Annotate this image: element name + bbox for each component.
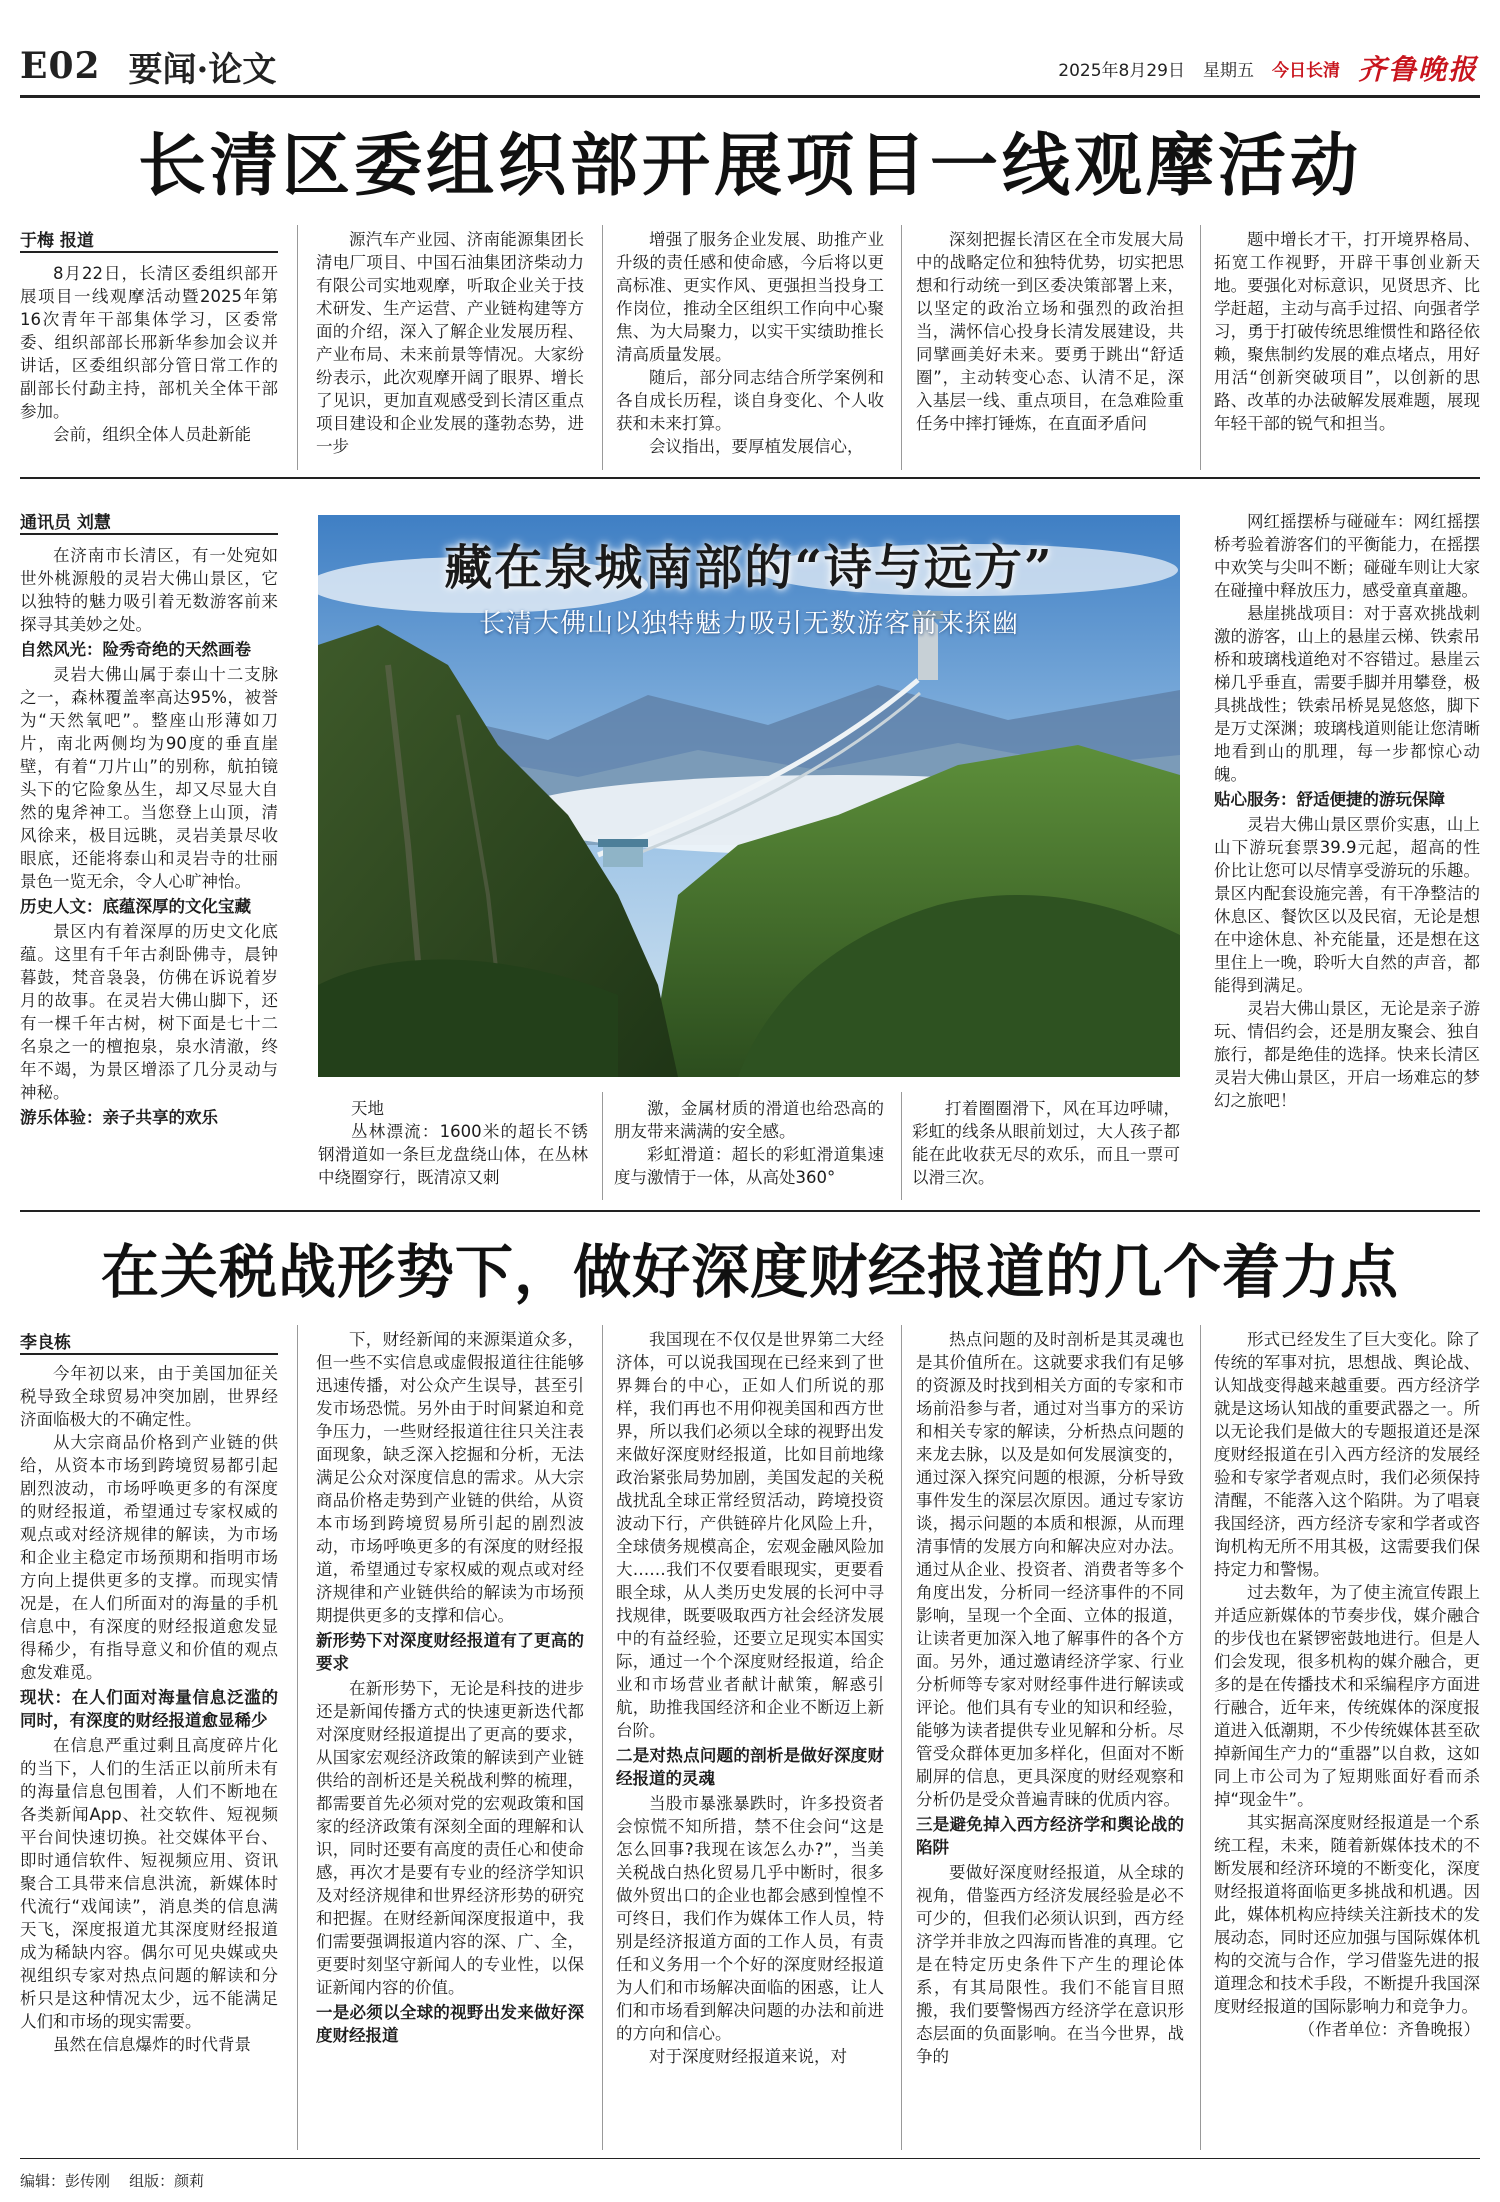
column-divider <box>901 1092 902 1200</box>
section-rule <box>20 477 1480 479</box>
edition-label: 今日长清 <box>1271 60 1340 81</box>
subheading: 现状：在人们面对海量信息泛滥的同时，有深度的财经报道愈显稀少 <box>20 1688 278 1730</box>
article2-bottom-column-3 <box>912 1097 1180 1189</box>
article1-column-5 <box>1214 228 1480 435</box>
article1-column-3 <box>616 228 884 458</box>
column-divider <box>602 1325 603 2150</box>
paragraph: 从大宗商品价格到产业链的供给，从资本市场到跨境贸易都引起剧烈波动，市场呼唤更多的有深度的财经报道，希望通过专家权威的观点或对经济规律的解读，为市场和企业主稳定市场预期和指明市场方向上提供更多的支撑。而现实情况是，在人们所面对的海量的手机信息中，有深度的财经报道愈发显得稀少，有指导意义和价值的观点愈发难觅。 <box>20 1433 278 1682</box>
subheading: 二是对热点问题的剖析是做好深度财经报道的灵魂 <box>616 1746 884 1788</box>
article3-headline: 在关税战形势下，做好深度财经报道的几个着力点 <box>100 1238 1399 1306</box>
article2-right-column <box>1214 510 1480 1112</box>
paragraph: 会议指出，要厚植发展信心， <box>649 437 864 456</box>
paragraph: 对于深度财经报道来说，对 <box>649 2047 847 2066</box>
paragraph: 当股市暴涨暴跌时，许多投资者会惊慌不知所措，禁不住会问“这是怎么回事?我现在该怎么办?”，当美关税战白热化贸易几乎中断时，很多做外贸出口的企业也都会感到惶惶不可终日，我们作为媒体工作人员，特别是经济报道方面的工作人员，有责任和义务用一个个好的深度财经报道为人们和市场解决面临的困惑，让人们和市场看到解决问题的办法和前进的方向和信心。 <box>616 1794 884 2043</box>
paragraph: 形式已经发生了巨大变化。除了传统的军事对抗，思想战、舆论战、认知战变得越来越重要。西方经济学就是这场认知战的重要武器之一。所以无论我们是做大的专题报道还是深度财经报道在引入西方经济的发展经验和专家学者观点时，我们必须保持清醒，不能落入这个陷阱。为了唱衰我国经济，西方经济专家和学者或咨询机构无所不用其极，这需要我们保持定力和警惕。 <box>1214 1330 1480 1579</box>
editor-credit: 编辑：彭传刚 <box>20 2172 111 2190</box>
paragraph: 我国现在不仅仅是世界第二大经济体，可以说我国现在已经来到了世界舞台的中心，正如人们所说的那样，我们再也不用仰视美国和西方世界，所以我们必须以全球的视野出发来做好深度财经报道，比如目前地缘政治紧张局势加剧，美国发起的关税战扰乱全球正常经贸活动，跨境投资波动下行，产供链碎片化风险上升，全球债务规模高企，宏观金融风险加大……我们不仅要看眼现实，更要看眼全球，从人类历史发展的长河中寻找规律，既要吸取西方社会经济发展中的有益经验，还要立足现实本国实际，通过一个个深度财经报道，给企业和市场营业者献计献策，解惑引航，助推我国经济和企业不断迈上新台阶。 <box>616 1330 884 1740</box>
column-divider <box>602 1092 603 1200</box>
paragraph: 灵岩大佛山景区，无论是亲子游玩、情侣约会，还是朋友聚会、独自旅行，都是绝佳的选择。快来长清区灵岩大佛山景区，开启一场难忘的梦幻之旅吧！ <box>1214 999 1480 1110</box>
author-note: （作者单位：齐鲁晚报） <box>1298 2020 1480 2039</box>
section-name: 要闻·论文 <box>128 49 277 90</box>
paragraph: 在新形势下，无论是科技的进步还是新闻传播方式的快速更新迭代都对深度财经报道提出了更高的要求，从国家宏观经济政策的解读到产业链供给的剖析还是关税战利弊的梳理，都需要首先必须对党的宏观政策和国家的经济政策有深刻全面的理解和认识，同时还要有高度的责任心和使命感，再次才是要有专业的经济学知识及对经济规律和世界经济形势的研究和把握。在财经新闻深度报道中，我们需要强调报道内容的深、广、全，更要时刻坚守新闻人的专业性，以保证新闻内容的价值。 <box>316 1679 584 1997</box>
photo-subheadline: 长清大佛山以独特魅力吸引无数游客前来探幽 <box>478 609 1019 639</box>
article2-bottom-column-1 <box>318 1097 588 1189</box>
paragraph: 深刻把握长清区在全市发展大局中的战略定位和独特优势，切实把思想和行动统一到区委决策部署上来，以坚定的政治立场和强烈的政治担当，满怀信心投身长清发展建设，共同擘画美好未来。要勇于跳出“舒适圈”，主动转变心态、认清不足，深入基层一线、重点项目，在急难险重任务中摔打锤炼，在直面矛盾问 <box>916 230 1184 433</box>
paragraph: 随后，部分同志结合所学案例和各自成长历程，谈自身变化、个人收获和未来打算。 <box>616 368 884 433</box>
paragraph: 天地 <box>351 1099 384 1118</box>
page-footer <box>20 2170 204 2191</box>
paragraph: 灵岩大佛山景区票价实惠，山上山下游玩套票39.9元起，超高的性价比让您可以尽情享受游玩的乐趣。景区内配套设施完善，有干净整洁的休息区、餐饮区以及民宿，无论是想在中途休息、补充能量，还是想在这里住上一晚，聆听大自然的声音，都能得到满足。 <box>1214 815 1480 995</box>
masthead-rule <box>20 95 1480 98</box>
article3-column-2 <box>316 1328 584 2049</box>
paragraph: 在信息严重过剩且高度碎片化的当下，人们的生活正以前所未有的海量信息包围着，人们不断地在各类新闻App、社交软件、短视频平台间快速切换。社交媒体平台、即时通信软件、短视频应用、资讯聚合工具带来信息洪流，新媒体时代流行“戏闻读”，消息类的信息满天飞，深度报道尤其深度财经报道成为稀缺内容。偶尔可见央媒或央视组织专家对热点问题的解读和分析只是这种情况太少，远不能满足人们和市场的现实需要。 <box>20 1736 278 2031</box>
paragraph: 过去数年，为了使主流宣传跟上并适应新媒体的节奏步伐，媒介融合的步伐也在紧锣密鼓地进行。但是人们会发现，很多机构的媒介融合，更多的是在传播技术和采编程序方面进行融合，近年来，传统媒体的深度报道进入低潮期，不少传统媒体甚至砍掉新闻生产力的“重器”以自救，这如同上市公司为了短期账面好看而杀掉“现金牛”。 <box>1214 1583 1480 1809</box>
article3-column-3 <box>616 1328 884 2068</box>
photo-headline: 藏在泉城南部的“诗与远方” <box>444 540 1054 596</box>
paragraph: 8月22日，长清区委组织部开展项目一线观摩活动暨2025年第16次青年干部集体学习，区委常委、组织部部长邢新华参加会议并讲话，区委组织部分管日常工作的副部长付勐主持，部机关全体干部参加。 <box>20 264 278 421</box>
paragraph: 题中增长才干，打开境界格局、拓宽工作视野，开辟干事创业新天地。要强化对标意识，见贤思齐、比学赶超，主动与高手过招、向强者学习，勇于打破传统思维惯性和路径依赖，聚焦制约发展的难点堵点，用好用活“创新突破项目”，以创新的思路、改革的办法破解发展难题，展现年轻干部的锐气和担当。 <box>1214 230 1480 433</box>
subheading: 三是避免掉入西方经济学和舆论战的陷阱 <box>916 1815 1184 1857</box>
paragraph: 彩虹滑道：超长的彩虹滑道集速度与激情于一体，从高处360° <box>614 1145 884 1187</box>
subheading: 一是必须以全球的视野出发来做好深度财经报道 <box>316 2003 584 2045</box>
article1-headline: 长清区委组织部开展项目一线观摩活动 <box>137 126 1362 206</box>
article3-column-5 <box>1214 1328 1480 2041</box>
column-divider <box>602 225 603 470</box>
column-divider <box>297 225 298 470</box>
byline-rule <box>20 1353 278 1355</box>
article2-byline: 通讯员 刘慧 <box>20 513 111 533</box>
paragraph: 下，财经新闻的来源渠道众多，但一些不实信息或虚假报道往往能够迅速传播，对公众产生误导，甚至引发市场恐慌。另外由于时间紧迫和竞争压力，一些财经报道往往只关注表面现象，缺乏深入挖掘和分析，无法满足公众对深度信息的需求。从大宗商品价格走势到产业链的供给，从资本市场到跨境贸易所引起的剧烈波动，市场呼唤更多的有深度的财经报道，希望通过专家权威的观点或对经济规律和产业链供给的解读为市场预期提供更多的支撑和信心。 <box>316 1330 584 1625</box>
article3-column-4 <box>916 1328 1184 2068</box>
page-number: E02 <box>20 45 101 87</box>
column-divider <box>1200 225 1201 470</box>
paragraph: 灵岩大佛山属于泰山十二支脉之一，森林覆盖率高达95%，被誉为“天然氧吧”。整座山形薄如刀片，南北两侧均为90度的垂直崖壁，有着“刀片山”的别称，航拍镜头下的它险象丛生，却又尽显大自然的鬼斧神工。当您登上山顶，清风徐来，极目远眺，灵岩美景尽收眼底，还能将泰山和灵岩寺的壮丽景色一览无余，令人心旷神怡。 <box>20 665 278 891</box>
article3-byline: 李良栋 <box>20 1333 71 1353</box>
paragraph: 增强了服务企业发展、助推产业升级的责任感和使命感，今后将以更高标准、更实作风、更强担当投身工作岗位，推动全区组织工作向中心聚焦、为大局聚力，以实干实绩助推长清高质量发展。 <box>616 230 884 364</box>
issue-date: 2025年8月29日 <box>1058 60 1185 81</box>
paragraph: 打着圈圈滑下，风在耳边呼啸，彩虹的线条从眼前划过，大人孩子都能在此收获无尽的欢乐，而且一票可以滑三次。 <box>912 1099 1180 1187</box>
section-rule <box>20 1210 1480 1212</box>
paragraph: 热点问题的及时剖析是其灵魂也是其价值所在。这就要求我们有足够的资源及时找到相关方面的专家和市场前沿参与者，通过对当事方的采访和相关专家的解读，分析热点问题的来龙去脉，以及是如何发展演变的，通过深入探究问题的根源，分析导致事件发生的深层次原因。通过专家访谈，揭示问题的本质和根源，从而理清事情的发展方向和解决应对办法。通过从企业、投资者、消费者等多个角度出发，分析同一经济事件的不同影响，呈现一个全面、立体的报道，让读者更加深入地了解事件的各个方面。另外，通过邀请经济学家、行业分析师等专家对财经事件进行解读或评论。他们具有专业的知识和经验，能够为读者提供专业见解和分析。尽管受众群体更加多样化，但面对不断刷屏的信息，更具深度的财经观察和分析仍是受众普遍青睐的优质内容。 <box>916 1330 1184 1809</box>
paragraph: 网红摇摆桥与碰碰车：网红摇摆桥考验着游客们的平衡能力，在摇摆中欢笑与尖叫不断；碰碰车则让大家在碰撞中释放压力，感受童真童趣。 <box>1214 512 1480 600</box>
subheading: 游乐体验：亲子共享的欢乐 <box>20 1108 218 1127</box>
footer-rule <box>20 2158 1480 2159</box>
paragraph: 会前，组织全体人员赴新能 <box>53 425 251 444</box>
column-divider <box>901 1325 902 2150</box>
column-divider <box>1200 1325 1201 2150</box>
article3-column-1 <box>20 1362 278 2056</box>
article2-left-column <box>20 544 278 1131</box>
byline-rule <box>20 251 278 253</box>
article1-column-4 <box>916 228 1184 435</box>
paragraph: 今年初以来，由于美国加征关税导致全球贸易冲突加剧，世界经济面临极大的不确定性。 <box>20 1364 278 1429</box>
paragraph: 景区内有着深厚的历史文化底蕴。这里有千年古刹卧佛寺，晨钟暮鼓，梵音袅袅，仿佛在诉说着岁月的故事。在灵岩大佛山脚下，还有一棵千年古树，树下面是七十二名泉之一的檀抱泉，泉水清澈，终年不竭，为景区增添了几分灵动与神秘。 <box>20 922 278 1102</box>
paragraph: 源汽车产业园、济南能源集团长清电厂项目、中国石油集团济柴动力有限公司实地观摩，听取企业关于技术研发、生产运营、产业链构建等方面的介绍，深入了解企业发展历程、产业布局、未来前景等情况。大家纷纷表示，此次观摩开阔了眼界、增长了见识，更加直观感受到长清区重点项目建设和企业发展的蓬勃态势，进一步 <box>316 230 584 456</box>
article2-bottom-column-2 <box>614 1097 884 1189</box>
paragraph: 其实据高深度财经报道是一个系统工程，未来，随着新媒体技术的不断发展和经济环境的不断变化，深度财经报道将面临更多挑战和机遇。因此，媒体机构应持续关注新技术的发展动态，同时还应加强与国际媒体机构的交流与合作，学习借鉴先进的报道理念和技术手段，不断提升我国深度财经报道的国际影响力和竞争力。 <box>1214 1813 1480 2016</box>
article1-byline: 于梅 报道 <box>20 231 94 251</box>
paragraph: 激，金属材质的滑道也给恐高的朋友带来满满的安全感。 <box>614 1099 884 1141</box>
masthead-left <box>20 40 276 92</box>
scenic-photo <box>318 515 1180 1077</box>
byline-rule <box>20 533 278 535</box>
subheading: 贴心服务：舒适便捷的游玩保障 <box>1214 790 1445 809</box>
article1-column-2 <box>316 228 584 458</box>
paragraph: 悬崖挑战项目：对于喜欢挑战刺激的游客，山上的悬崖云梯、铁索吊桥和玻璃栈道绝对不容错过。悬崖云梯几乎垂直，需要手脚并用攀登，极具挑战性；铁索吊桥晃晃悠悠，脚下是万丈深渊；玻璃栈道则能让您清晰地看到山的肌理，每一步都惊心动魄。 <box>1214 604 1480 784</box>
column-divider <box>297 1325 298 2150</box>
mountain-landscape-image <box>318 515 1180 1077</box>
layout-credit: 组版：颜莉 <box>129 2172 205 2190</box>
subheading: 自然风光：险秀奇绝的天然画卷 <box>20 640 251 659</box>
subheading: 新形势下对深度财经报道有了更高的要求 <box>316 1631 584 1673</box>
article1-column-1 <box>20 262 278 446</box>
paragraph: 虽然在信息爆炸的时代背景 <box>53 2035 251 2054</box>
subheading: 历史人文：底蕴深厚的文化宝藏 <box>20 897 251 916</box>
column-divider <box>901 225 902 470</box>
paragraph: 要做好深度财经报道，从全球的视角，借鉴西方经济发展经验是必不可少的，但我们必须认识到，西方经济学并非放之四海而皆准的真理。它是在特定历史条件下产生的理论体系，有其局限性。我们不能盲目照搬，我们要警惕西方经济学在意识形态层面的负面影响。在当今世界，战争的 <box>916 1863 1184 2066</box>
newspaper-logo: 齐鲁晚报 <box>1357 53 1478 86</box>
paragraph: 在济南市长清区，有一处宛如世外桃源般的灵岩大佛山景区，它以独特的魅力吸引着无数游客前来探寻其美妙之处。 <box>20 546 278 634</box>
paragraph: 丛林漂流：1600米的超长不锈钢滑道如一条巨龙盘绕山体，在丛林中绕圈穿行，既清凉又刺 <box>318 1122 588 1187</box>
masthead-right <box>1058 48 1478 88</box>
issue-weekday: 星期五 <box>1202 60 1254 81</box>
